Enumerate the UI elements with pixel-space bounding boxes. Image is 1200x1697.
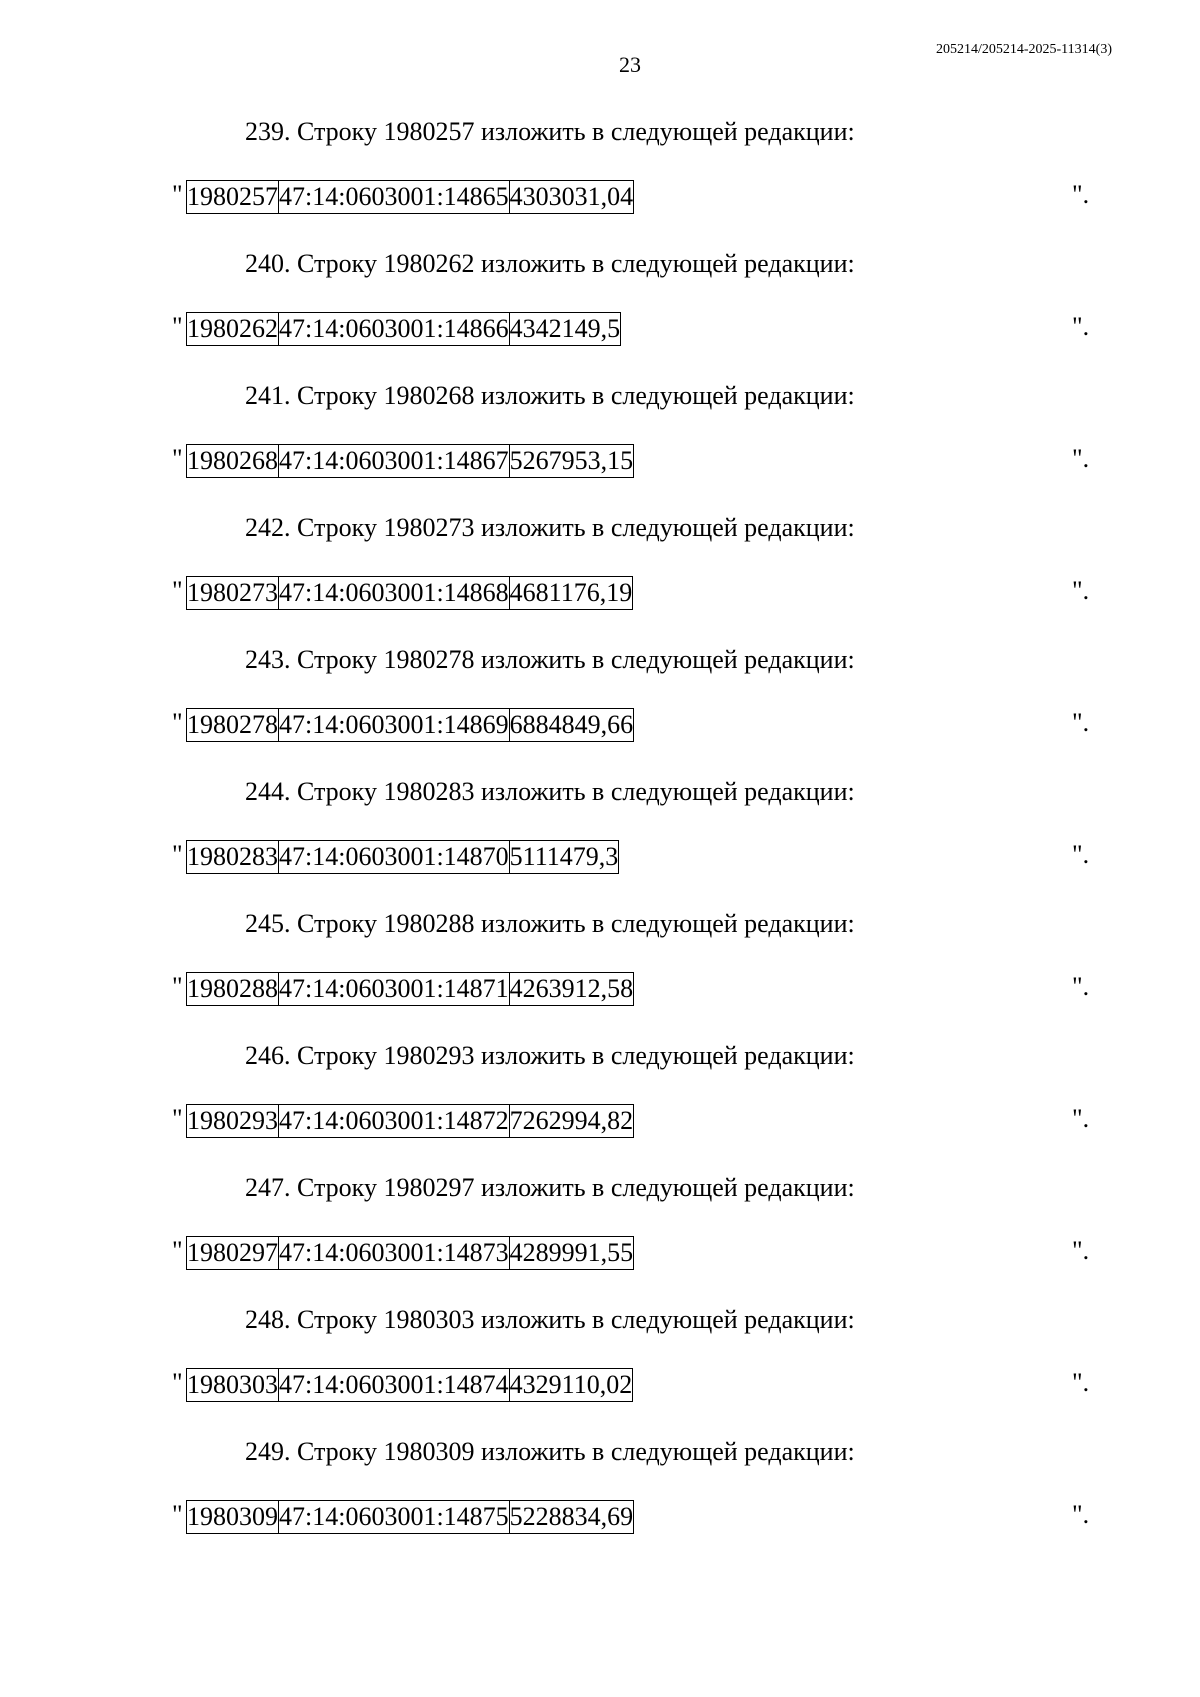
amendment-entry xyxy=(0,1170,1200,1302)
row-table xyxy=(186,312,621,346)
cadastral-number-cell: 47:14:0603001:14871 xyxy=(279,973,510,1006)
row-table xyxy=(186,180,634,214)
opening-quote: " xyxy=(172,840,183,869)
table-row xyxy=(187,1369,633,1402)
table-row xyxy=(187,313,621,346)
row-table xyxy=(186,1500,634,1534)
row-number-cell: 1980293 xyxy=(187,1105,279,1138)
table-row xyxy=(187,709,634,742)
opening-quote: " xyxy=(172,708,183,737)
closing-quote: ". xyxy=(1072,576,1090,605)
cadastral-number-cell: 47:14:0603001:14867 xyxy=(279,445,510,478)
amendment-entry xyxy=(0,774,1200,906)
closing-quote: ". xyxy=(1072,444,1090,473)
amendment-instruction: 246. Строку 1980293 изложить в следующей редакции: xyxy=(245,1041,855,1070)
amendment-instruction: 249. Строку 1980309 изложить в следующей редакции: xyxy=(245,1437,855,1466)
opening-quote: " xyxy=(172,1368,183,1397)
amendment-entry xyxy=(0,906,1200,1038)
amendment-instruction: 243. Строку 1980278 изложить в следующей редакции: xyxy=(245,645,855,674)
cadastral-number-cell: 47:14:0603001:14870 xyxy=(279,841,510,874)
amendment-instruction: 240. Строку 1980262 изложить в следующей редакции: xyxy=(245,249,855,278)
closing-quote: ". xyxy=(1072,1500,1090,1529)
table-row xyxy=(187,973,634,1006)
closing-quote: ". xyxy=(1072,1368,1090,1397)
value-cell: 5111479,3 xyxy=(509,841,619,874)
value-cell: 5267953,15 xyxy=(509,445,634,478)
value-cell: 4303031,04 xyxy=(509,181,634,214)
row-number-cell: 1980283 xyxy=(187,841,279,874)
closing-quote: ". xyxy=(1072,1104,1090,1133)
row-number-cell: 1980262 xyxy=(187,313,279,346)
value-cell: 6884849,66 xyxy=(509,709,634,742)
amendment-entry xyxy=(0,1434,1200,1566)
amendment-entry xyxy=(0,378,1200,510)
amendment-entry xyxy=(0,1302,1200,1434)
closing-quote: ". xyxy=(1072,708,1090,737)
value-cell: 4681176,19 xyxy=(509,577,633,610)
row-number-cell: 1980303 xyxy=(187,1369,279,1402)
table-row xyxy=(187,1501,634,1534)
closing-quote: ". xyxy=(1072,180,1090,209)
row-table xyxy=(186,972,634,1006)
opening-quote: " xyxy=(172,180,183,209)
document-id: 205214/205214-2025-11314(3) xyxy=(935,42,1112,57)
row-number-cell: 1980309 xyxy=(187,1501,279,1534)
amendment-instruction: 242. Строку 1980273 изложить в следующей редакции: xyxy=(245,513,855,542)
table-row xyxy=(187,841,619,874)
table-row xyxy=(187,1105,634,1138)
amendment-instruction: 245. Строку 1980288 изложить в следующей редакции: xyxy=(245,909,855,938)
row-number-cell: 1980268 xyxy=(187,445,279,478)
opening-quote: " xyxy=(172,1236,183,1265)
cadastral-number-cell: 47:14:0603001:14866 xyxy=(279,313,510,346)
cadastral-number-cell: 47:14:0603001:14874 xyxy=(279,1369,510,1402)
table-row xyxy=(187,445,634,478)
value-cell: 5228834,69 xyxy=(509,1501,634,1534)
row-table xyxy=(186,708,634,742)
table-row xyxy=(187,1237,634,1270)
row-table xyxy=(186,444,634,478)
value-cell: 4289991,55 xyxy=(509,1237,634,1270)
amendment-entry xyxy=(0,114,1200,246)
opening-quote: " xyxy=(172,312,183,341)
amendment-instruction: 239. Строку 1980257 изложить в следующей редакции: xyxy=(245,117,855,146)
cadastral-number-cell: 47:14:0603001:14875 xyxy=(279,1501,510,1534)
opening-quote: " xyxy=(172,444,183,473)
cadastral-number-cell: 47:14:0603001:14868 xyxy=(279,577,510,610)
row-table xyxy=(186,840,619,874)
closing-quote: ". xyxy=(1072,1236,1090,1265)
amendment-list xyxy=(0,114,1200,1566)
row-table xyxy=(186,576,633,610)
row-number-cell: 1980297 xyxy=(187,1237,279,1270)
cadastral-number-cell: 47:14:0603001:14873 xyxy=(279,1237,510,1270)
row-table xyxy=(186,1104,634,1138)
row-number-cell: 1980288 xyxy=(187,973,279,1006)
amendment-entry xyxy=(0,510,1200,642)
row-number-cell: 1980273 xyxy=(187,577,279,610)
amendment-entry xyxy=(0,1038,1200,1170)
row-number-cell: 1980278 xyxy=(187,709,279,742)
row-number-cell: 1980257 xyxy=(187,181,279,214)
opening-quote: " xyxy=(172,972,183,1001)
page-number: 23 xyxy=(619,52,641,77)
amendment-entry xyxy=(0,246,1200,378)
value-cell: 4263912,58 xyxy=(509,973,634,1006)
closing-quote: ". xyxy=(1072,972,1090,1001)
cadastral-number-cell: 47:14:0603001:14865 xyxy=(279,181,510,214)
closing-quote: ". xyxy=(1072,840,1090,869)
value-cell: 7262994,82 xyxy=(509,1105,634,1138)
opening-quote: " xyxy=(172,1500,183,1529)
amendment-instruction: 248. Строку 1980303 изложить в следующей редакции: xyxy=(245,1305,855,1334)
table-row xyxy=(187,181,634,214)
row-table xyxy=(186,1368,633,1402)
amendment-instruction: 244. Строку 1980283 изложить в следующей редакции: xyxy=(245,777,855,806)
cadastral-number-cell: 47:14:0603001:14869 xyxy=(279,709,510,742)
table-row xyxy=(187,577,633,610)
amendment-entry xyxy=(0,642,1200,774)
closing-quote: ". xyxy=(1072,312,1090,341)
value-cell: 4329110,02 xyxy=(509,1369,633,1402)
value-cell: 4342149,5 xyxy=(509,313,621,346)
cadastral-number-cell: 47:14:0603001:14872 xyxy=(279,1105,510,1138)
amendment-instruction: 247. Строку 1980297 изложить в следующей редакции: xyxy=(245,1173,855,1202)
amendment-instruction: 241. Строку 1980268 изложить в следующей редакции: xyxy=(245,381,855,410)
opening-quote: " xyxy=(172,1104,183,1133)
opening-quote: " xyxy=(172,576,183,605)
row-table xyxy=(186,1236,634,1270)
